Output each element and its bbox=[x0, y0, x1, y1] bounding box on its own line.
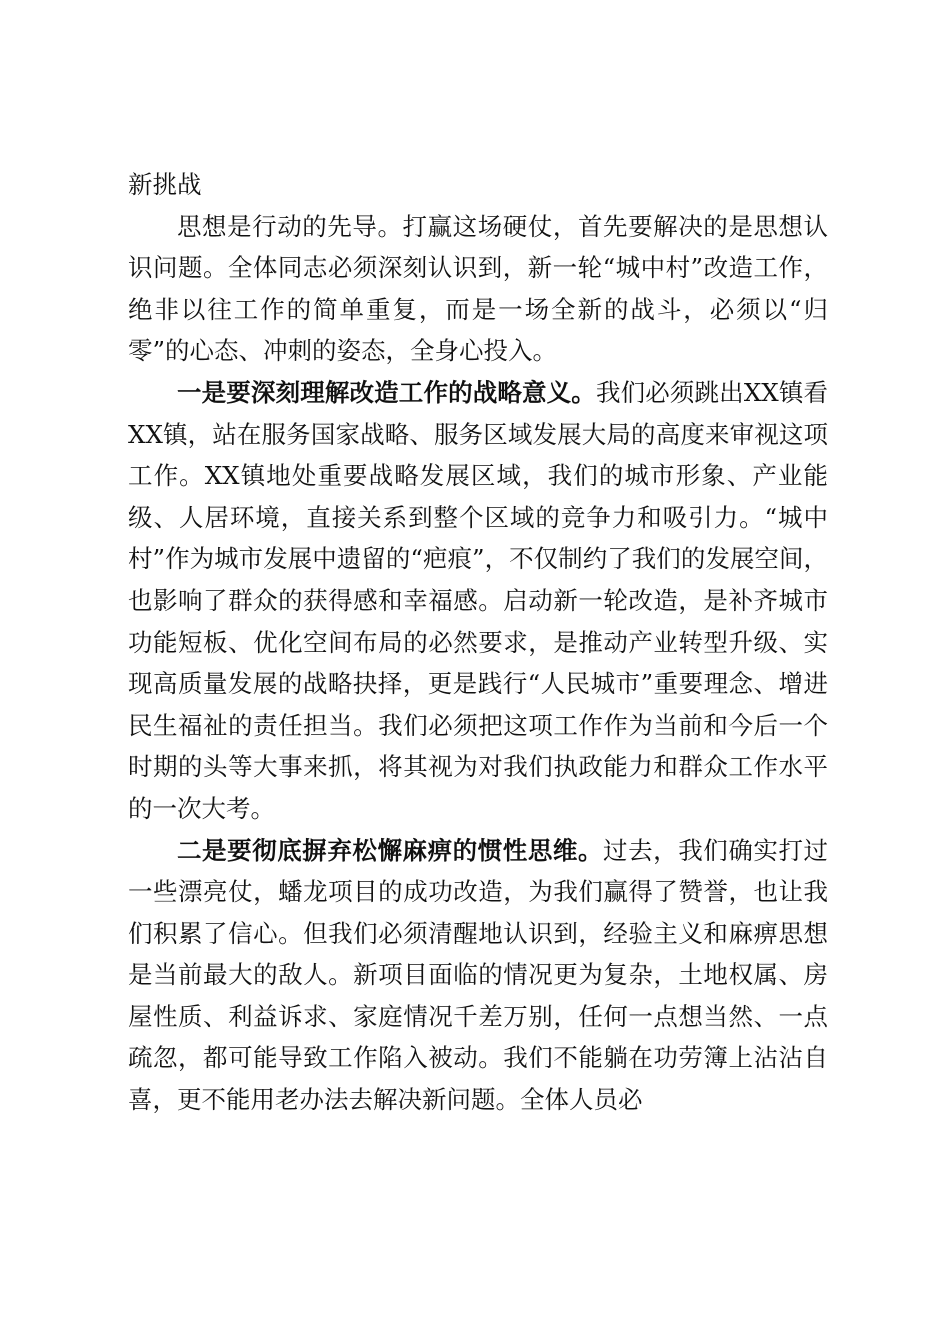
paragraph-text: 思想是行动的先导。打赢这场硬仗，首先要解决的是思想认识问题。全体同志必须深刻认识到，新一轮“城中村”改造工作，绝非以往工作的简单重复，而是一场全新的战斗，必须以“归零”的心态、冲刺的姿态，全身心投入。 bbox=[128, 211, 828, 366]
paragraph-text: 新挑战 bbox=[128, 170, 202, 199]
paragraph-text: 我们必须跳出XX镇看XX镇，站在服务国家战略、服务区域发展大局的高度来审视这项工作。XX镇地处重要战略发展区域，我们的城市形象、产业能级、人居环境，直接关系到整个区域的竞争力和吸引力。“城中村”作为城市发展中遗留的“疤痕”，不仅制约了我们的发展空间，也影响了群众的获得感和幸福感。启动新一轮改造，是补齐城市功能短板、优化空间布局的必然要求，是推动产业转型升级、实现高质量发展的战略抉择，更是践行“人民城市”重要理念、增进民生福祉的责任担当。我们必须把这项工作作为当前和今后一个时期的头等大事来抓，将其视为对我们执政能力和群众工作水平的一次大考。 bbox=[128, 377, 828, 823]
paragraph-text: 过去，我们确实打过一些漂亮仗，蟠龙项目的成功改造，为我们赢得了赞誉，也让我们积累了信心。但我们必须清醒地认识到，经验主义和麻痹思想是当前最大的敌人。新项目面临的情况更为复杂，土地权属、房屋性质、利益诉求、家庭情况千差万别，任何一点想当然、一点疏忽，都可能导致工作陷入被动。我们不能躺在功劳簿上沾沾自喜，更不能用老办法去解决新问题。全体人员必 bbox=[128, 835, 829, 1115]
paragraph-lead-heading: 一是要深刻理解改造工作的战略意义。 bbox=[177, 377, 596, 407]
paragraph-lead-heading: 二是要彻底摒弃松懈麻痹的惯性思维。 bbox=[177, 835, 604, 865]
paragraph-intro bbox=[128, 206, 828, 372]
paragraph-continuation bbox=[128, 164, 828, 206]
paragraph-point-two bbox=[128, 830, 828, 1121]
paragraph-point-one bbox=[128, 372, 828, 830]
document-page bbox=[128, 164, 828, 1121]
